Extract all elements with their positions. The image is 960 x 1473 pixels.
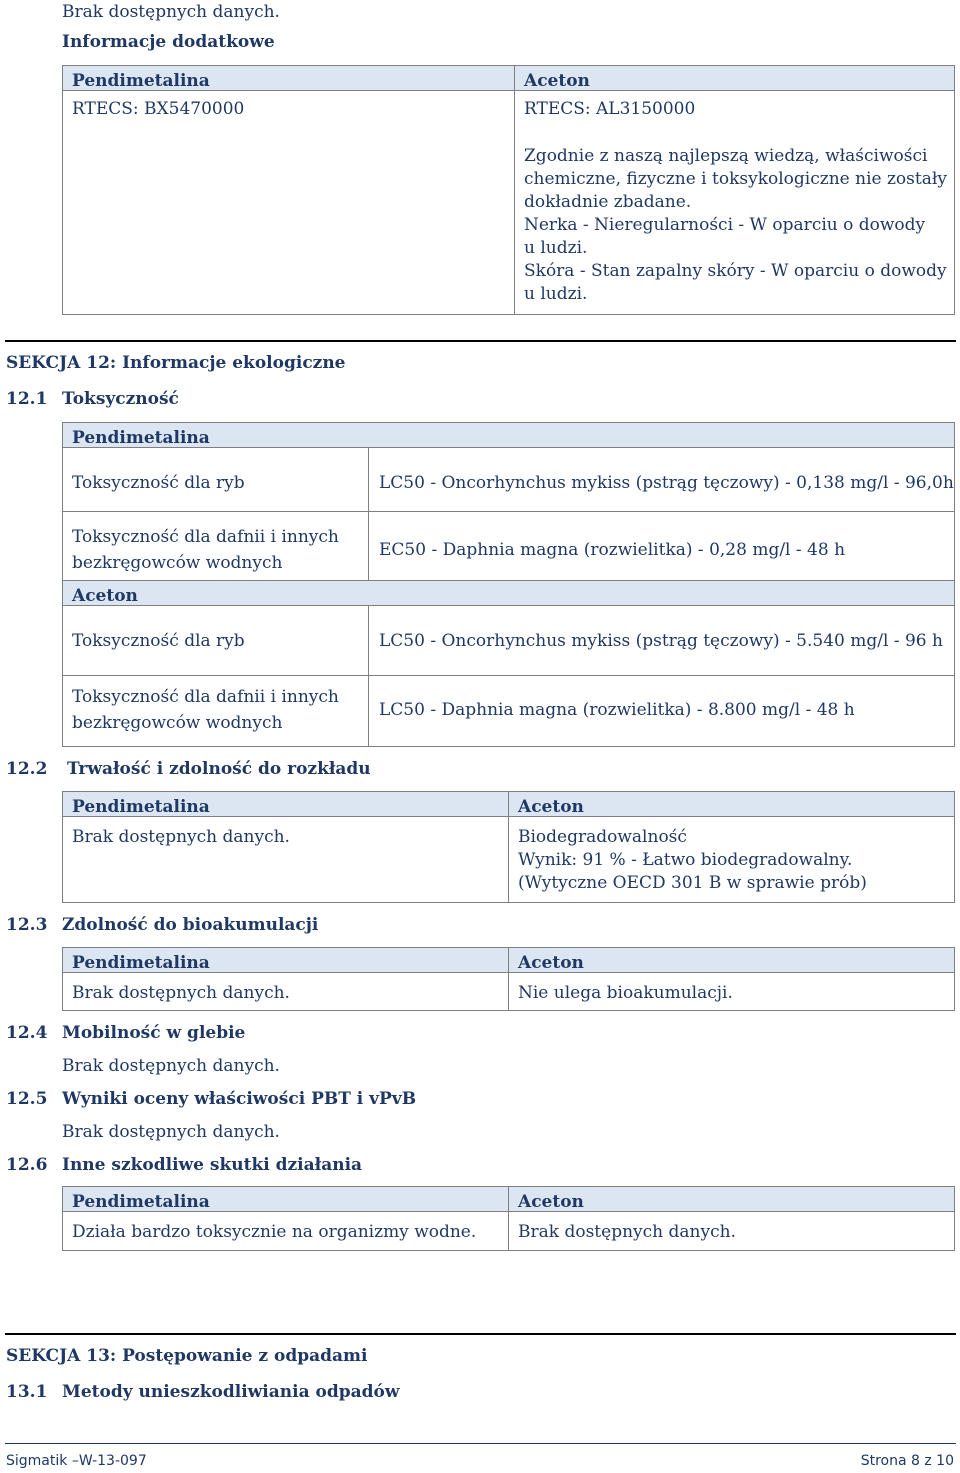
tox-daphnia-label: Toksyczność dla dafnii i innych xyxy=(72,527,339,547)
subsection-title-disposal: Metody unieszkodliwiania odpadów xyxy=(62,1382,400,1402)
subsection-title-degradability: Trwałość i zdolność do rozkładu xyxy=(67,759,371,779)
bio-aceton-value: Nie ulega bioakumulacji. xyxy=(518,983,733,1003)
table-header-aceton: Aceton xyxy=(514,65,955,91)
deg-aceton-line: (Wytyczne OECD 301 B w sprawie prób) xyxy=(518,873,867,893)
rtecs-aceton: RTECS: AL3150000 xyxy=(524,99,696,119)
tox-header-aceton: Aceton xyxy=(62,580,955,606)
subsection-title-other-effects: Inne szkodliwe skutki działania xyxy=(62,1155,363,1175)
aceton-note-line: dokładnie zbadane. xyxy=(524,192,692,212)
aceton-note-line: u ludzi. xyxy=(524,284,588,304)
other-divider xyxy=(508,1211,509,1251)
section-12-title: SEKCJA 12: Informacje ekologiczne xyxy=(6,353,346,373)
subsection-number: 13.1 xyxy=(6,1382,48,1402)
tox-fish-label: Toksyczność dla ryb xyxy=(72,631,245,651)
tox-daphnia-value: EC50 - Daphnia magna (rozwielitka) - 0,28 mg/l - 48 h xyxy=(379,540,846,560)
aceton-note-line: u ludzi. xyxy=(524,238,588,258)
subsection-number: 12.2 xyxy=(6,759,48,779)
other-aceton-value: Brak dostępnych danych. xyxy=(518,1222,736,1242)
footer-divider xyxy=(5,1443,956,1444)
aceton-note-line: chemiczne, fizyczne i toksykologiczne nie zostały xyxy=(524,169,947,189)
additional-info-heading: Informacje dodatkowe xyxy=(62,32,275,52)
aceton-note-line: Zgodnie z naszą najlepszą wiedzą, właściwości xyxy=(524,146,928,166)
mobility-value: Brak dostępnych danych. xyxy=(62,1056,280,1076)
section-13-title: SEKCJA 13: Postępowanie z odpadami xyxy=(6,1346,368,1366)
other-header-aceton: Aceton xyxy=(508,1186,955,1212)
aceton-note-line: Nerka - Nieregularności - W oparciu o dowody xyxy=(524,215,926,235)
deg-header-pendimetalina: Pendimetalina xyxy=(62,791,509,817)
pbt-value: Brak dostępnych danych. xyxy=(62,1122,280,1142)
subsection-number: 12.4 xyxy=(6,1023,48,1043)
no-data-text: Brak dostępnych danych. xyxy=(62,2,280,22)
tox-fish-label: Toksyczność dla ryb xyxy=(72,473,245,493)
tox-daphnia-label: Toksyczność dla dafnii i innych xyxy=(72,687,339,707)
subsection-number: 12.3 xyxy=(6,915,48,935)
tox-row-divider xyxy=(62,511,955,512)
subsection-title-bioaccumulation: Zdolność do bioakumulacji xyxy=(62,915,319,935)
table-divider xyxy=(514,90,515,315)
subsection-title-pbt: Wyniki oceny właściwości PBT i vPvB xyxy=(62,1089,417,1109)
footer-page-number: Strona 8 z 10 xyxy=(860,1453,954,1469)
subsection-number: 12.6 xyxy=(6,1155,48,1175)
deg-pendimetalina-value: Brak dostępnych danych. xyxy=(72,827,290,847)
subsection-title-toxicity: Toksyczność xyxy=(62,389,179,409)
footer-doc-id: Sigmatik –W-13-097 xyxy=(6,1453,147,1469)
tox-fish-value: LC50 - Oncorhynchus mykiss (pstrąg tęczowy) - 5.540 mg/l - 96 h xyxy=(379,631,943,651)
tox-row-divider xyxy=(62,675,955,676)
deg-aceton-line: Wynik: 91 % - Łatwo biodegradowalny. xyxy=(518,850,853,870)
bio-header-pendimetalina: Pendimetalina xyxy=(62,947,509,973)
section-divider xyxy=(5,1333,956,1335)
subsection-number: 12.1 xyxy=(6,389,48,409)
rtecs-pendimetalina: RTECS: BX5470000 xyxy=(72,99,245,119)
subsection-title-mobility: Mobilność w glebie xyxy=(62,1023,246,1043)
tox-daphnia-value: LC50 - Daphnia magna (rozwielitka) - 8.800 mg/l - 48 h xyxy=(379,700,855,720)
subsection-number: 12.5 xyxy=(6,1089,48,1109)
tox-fish-value: LC50 - Oncorhynchus mykiss (pstrąg tęczowy) - 0,138 mg/l - 96,0h xyxy=(379,473,954,493)
bio-divider xyxy=(508,972,509,1011)
deg-aceton-line: Biodegradowalność xyxy=(518,827,687,847)
tox-daphnia-label: bezkręgowców wodnych xyxy=(72,713,283,733)
tox-divider xyxy=(368,605,369,747)
section-divider xyxy=(5,340,956,342)
tox-daphnia-label: bezkręgowców wodnych xyxy=(72,553,283,573)
deg-divider xyxy=(508,816,509,903)
table-header-pendimetalina: Pendimetalina xyxy=(62,65,515,91)
aceton-note-line: Skóra - Stan zapalny skóry - W oparciu o dowody xyxy=(524,261,947,281)
deg-header-aceton: Aceton xyxy=(508,791,955,817)
tox-header-pendimetalina: Pendimetalina xyxy=(62,422,955,448)
other-pendimetalina-value: Działa bardzo toksycznie na organizmy wodne. xyxy=(72,1222,477,1242)
tox-divider xyxy=(368,447,369,581)
bio-header-aceton: Aceton xyxy=(508,947,955,973)
other-header-pendimetalina: Pendimetalina xyxy=(62,1186,509,1212)
bio-pendimetalina-value: Brak dostępnych danych. xyxy=(72,983,290,1003)
